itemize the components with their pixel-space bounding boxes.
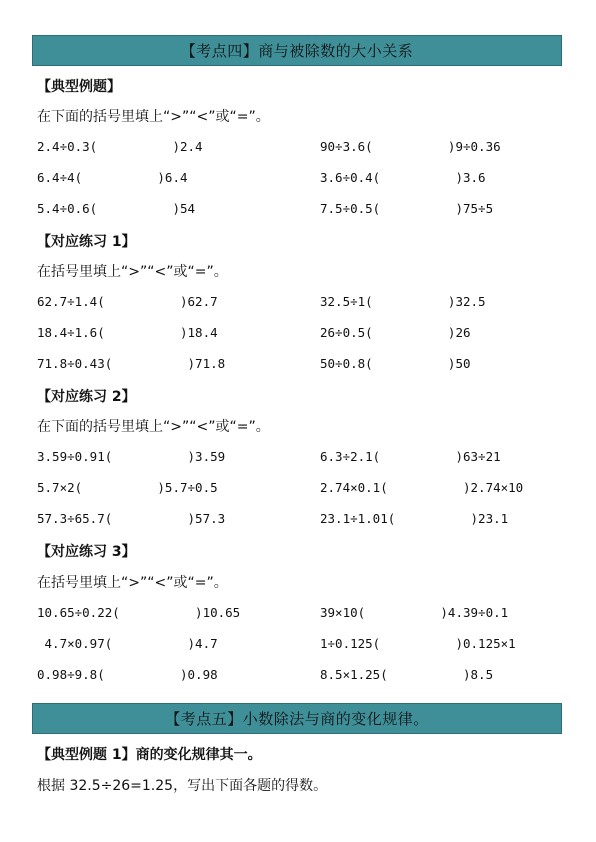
typical-example-instruction: 在下面的括号里填上“>”“<”或“=”。 [37,109,270,125]
problem-p2-1-left: 3.59÷0.91( )3.59 [37,449,226,464]
problem-p1-1-right: 32.5÷1( )32.5 [320,294,486,309]
problem-p1-3-right: 50÷0.8( )50 [320,356,471,371]
problem-typical-2-left: 6.4÷4( )6.4 [37,170,188,185]
problem-p2-2-right: 2.74×0.1( )2.74×10 [320,480,524,495]
problem-typical-2-right: 3.6÷0.4( )3.6 [320,170,486,185]
problem-p1-2-right: 26÷0.5( )26 [320,325,471,340]
problem-p1-1-left: 62.7÷1.4( )62.7 [37,294,218,309]
practice-3-heading: 【对应练习 3】 [37,544,136,560]
problem-typical-3-left: 5.4÷0.6( )54 [37,201,196,216]
section-4-title: 【考点四】商与被除数的大小关系 [180,42,414,60]
problem-p3-2-left: 4.7×0.97( )4.7 [37,636,218,651]
problem-p2-1-right: 6.3÷2.1( )63÷21 [320,449,501,464]
problem-typical-1-left: 2.4÷0.3( )2.4 [37,139,203,154]
problem-p2-3-left: 57.3÷65.7( )57.3 [37,511,226,526]
problem-p3-3-right: 8.5×1.25( )8.5 [320,667,494,682]
section-5-heading: 【典型例题 1】商的变化规律其一。 [37,747,262,763]
section-5-banner [32,703,562,734]
typical-example-heading: 【典型例题】 [37,79,121,95]
problem-p3-3-left: 0.98÷9.8( )0.98 [37,667,218,682]
problem-p1-2-left: 18.4÷1.6( )18.4 [37,325,218,340]
problem-p3-2-right: 1÷0.125( )0.125×1 [320,636,516,651]
problem-p3-1-right: 39×10( )4.39÷0.1 [320,605,509,620]
problem-p3-1-left: 10.65÷0.22( )10.65 [37,605,241,620]
practice-1-heading: 【对应练习 1】 [37,234,136,250]
problem-typical-3-right: 7.5÷0.5( )75÷5 [320,201,494,216]
problem-p2-2-left: 5.7×2( )5.7÷0.5 [37,480,218,495]
problem-p2-3-right: 23.1÷1.01( )23.1 [320,511,509,526]
practice-2-instruction: 在下面的括号里填上“>”“<”或“=”。 [37,419,270,435]
section-5-instruction: 根据 32.5÷26=1.25，写出下面各题的得数。 [37,778,328,794]
practice-3-instruction: 在括号里填上“>”“<”或“=”。 [37,575,228,591]
practice-1-instruction: 在括号里填上“>”“<”或“=”。 [37,264,228,280]
section-4-banner [32,35,562,66]
practice-2-heading: 【对应练习 2】 [37,389,136,405]
problem-p1-3-left: 71.8÷0.43( )71.8 [37,356,226,371]
problem-typical-1-right: 90÷3.6( )9÷0.36 [320,139,501,154]
section-5-title: 【考点五】小数除法与商的变化规律。 [165,710,429,728]
